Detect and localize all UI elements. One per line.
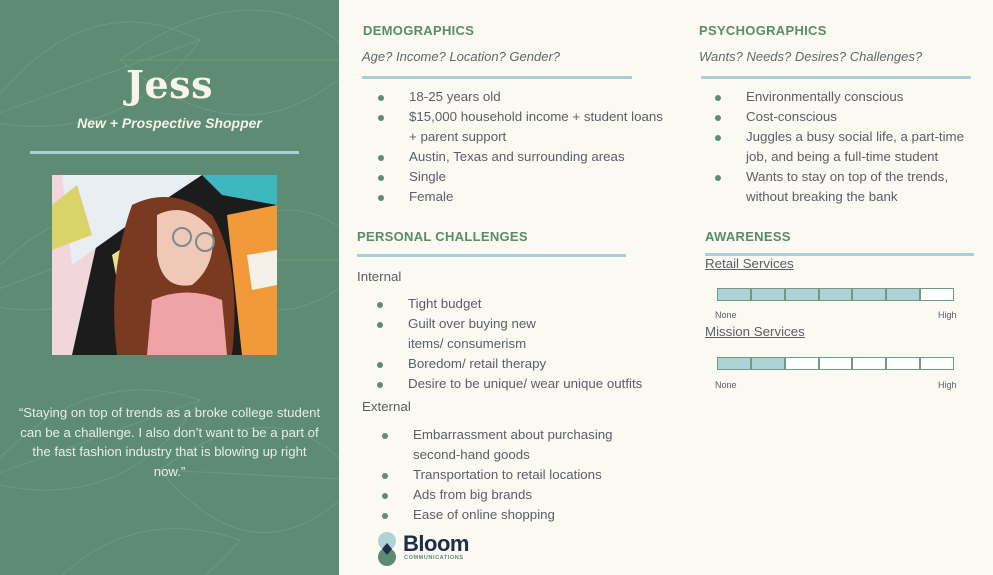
list-item: Single (376, 167, 666, 187)
internal-challenges-list (375, 294, 665, 394)
retail-services-link[interactable]: Retail Services (705, 256, 794, 271)
bullet-icon (377, 382, 383, 388)
challenges-heading: PERSONAL CHALLENGES (357, 229, 528, 244)
bloom-logo-icon (376, 531, 400, 569)
list-item: 18-25 years old (376, 87, 666, 107)
mission-awareness-meter (717, 357, 954, 370)
list-item: Ads from big brands (380, 485, 640, 505)
psychographics-subtitle: Wants? Needs? Desires? Challenges? (699, 49, 923, 64)
bullet-icon (715, 95, 721, 101)
persona-name: Jess (126, 62, 213, 107)
list-item: Cost-conscious (713, 107, 973, 127)
scale-min-label: None (715, 380, 737, 390)
psychographics-list (713, 87, 973, 207)
bullet-icon (378, 195, 384, 201)
logo-name: Bloom (403, 531, 469, 556)
mission-services-link[interactable]: Mission Services (705, 324, 805, 339)
list-item: Female (376, 187, 666, 207)
internal-label: Internal (357, 269, 402, 284)
list-item: Boredom/ retail therapy (375, 354, 665, 374)
bullet-icon (377, 322, 383, 328)
bloom-logo (376, 531, 476, 569)
demographics-divider (362, 76, 632, 79)
scale-max-label: High (938, 310, 957, 320)
bullet-icon (715, 115, 721, 121)
list-item: Guilt over buying new items/ consumerism (375, 314, 665, 354)
bullet-icon (378, 115, 384, 121)
list-item: Environmentally conscious (713, 87, 973, 107)
bullet-icon (378, 175, 384, 181)
scale-min-label: None (715, 310, 737, 320)
bullet-icon (382, 493, 388, 499)
bullet-icon (377, 362, 383, 368)
demographics-list (376, 87, 666, 207)
bullet-icon (378, 95, 384, 101)
challenges-divider (357, 254, 626, 257)
awareness-heading: AWARENESS (705, 229, 791, 244)
list-item: Desire to be unique/ wear unique outfits (375, 374, 665, 394)
logo-tagline: COMMUNICATIONS (404, 555, 464, 561)
external-challenges-list (380, 425, 640, 525)
external-label: External (362, 399, 411, 414)
list-item: Transportation to retail locations (380, 465, 640, 485)
retail-awareness-meter (717, 288, 954, 301)
bullet-icon (382, 473, 388, 479)
list-item: Juggles a busy social life, a part-time job, and being a full-time student (713, 127, 973, 167)
scale-max-label: High (938, 380, 957, 390)
divider (30, 151, 299, 154)
list-item: Tight budget (375, 294, 665, 314)
persona-quote: “Staying on top of trends as a broke college student can be a challenge. I also don’t want to be a part of the fast fashion industry that is blowing up right now.” (18, 405, 321, 479)
bullet-icon (382, 433, 388, 439)
list-item: Wants to stay on top of the trends, without breaking the bank (713, 167, 973, 207)
bullet-icon (377, 302, 383, 308)
list-item: Austin, Texas and surrounding areas (376, 147, 666, 167)
persona-role: New + Prospective Shopper (77, 115, 262, 131)
persona-photo (52, 175, 277, 355)
demographics-subtitle: Age? Income? Location? Gender? (362, 49, 561, 64)
psychographics-divider (701, 76, 971, 79)
bullet-icon (715, 175, 721, 181)
persona-panel (0, 0, 339, 575)
list-item: $15,000 household income + student loans + parent support (376, 107, 666, 147)
bullet-icon (382, 513, 388, 519)
bullet-icon (715, 135, 721, 141)
bullet-icon (378, 155, 384, 161)
list-item: Embarrassment about purchasing second-hand goods (380, 425, 640, 465)
psychographics-heading: PSYCHOGRAPHICS (699, 23, 827, 38)
demographics-heading: DEMOGRAPHICS (363, 23, 475, 38)
list-item: Ease of online shopping (380, 505, 640, 525)
